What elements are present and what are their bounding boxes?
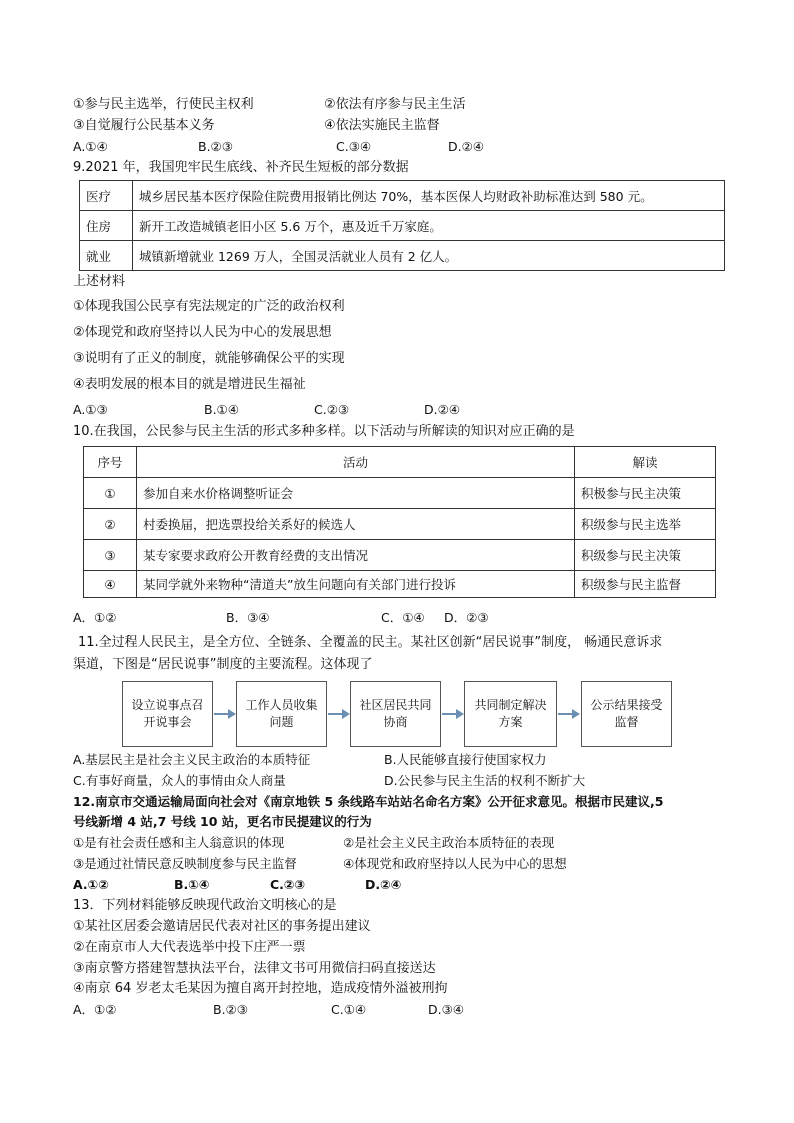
q9-option-c: C.②③ bbox=[314, 402, 350, 417]
q8-option-c: C.③④ bbox=[336, 139, 372, 154]
q11-stem-line-2: 渠道，下图是“居民说事”制度的主要流程。这体现了 bbox=[73, 657, 373, 672]
q9-row-key: 医疗 bbox=[80, 181, 133, 211]
q12-stem-line-1: 12.南京市交通运输局面向社会对《南京地铁 5 条线路车站站名命名方案》公开征求意见。根据市民建议,5 bbox=[73, 794, 664, 809]
q10-row-interpretation: 积极参与民主决策 bbox=[575, 478, 716, 509]
q10-option-b: B．③④ bbox=[226, 610, 270, 625]
table-row bbox=[84, 478, 716, 509]
q9-option-d: D.②④ bbox=[424, 402, 461, 417]
q10-row-number: ④ bbox=[84, 571, 137, 598]
q13-stem: 13．下列材料能够反映现代政治文明核心的是 bbox=[73, 898, 337, 913]
table-header-row bbox=[84, 447, 716, 478]
q10-row-number: ① bbox=[84, 478, 137, 509]
q10-header-activity: 活动 bbox=[137, 447, 575, 478]
q13-option-c: C.①④ bbox=[331, 1002, 367, 1017]
q8-statement-1: ①参与民主选举，行使民主权利 bbox=[73, 97, 254, 112]
q10-row-activity: 村委换届，把选票投给关系好的候选人 bbox=[137, 509, 575, 540]
q9-stem: 9.2021 年，我国兜牢民生底线、补齐民生短板的部分数据 bbox=[73, 160, 409, 175]
q13-statement-4: ④南京 64 岁老太毛某因为擅自离开封控地，造成疫情外溢被刑拘 bbox=[73, 981, 448, 996]
q10-row-number: ③ bbox=[84, 540, 137, 571]
q10-header-number: 序号 bbox=[84, 447, 137, 478]
q11-option-c: C.有事好商量，众人的事情由众人商量 bbox=[73, 773, 286, 788]
flow-step-2: 工作人员收集问题 bbox=[236, 681, 327, 747]
q9-data-table bbox=[79, 180, 725, 271]
q10-option-a: A．①② bbox=[73, 610, 117, 625]
q11-stem-line-1: 11.全过程人民民主，是全方位、全链条、全覆盖的民主。某社区创新“居民说事”制度， 畅通民意诉求 bbox=[78, 635, 663, 650]
arrow-right-icon bbox=[328, 708, 350, 720]
q12-statement-1: ①是有社会责任感和主人翁意识的体现 bbox=[73, 835, 285, 850]
q9-row-value: 新开工改造城镇老旧小区 5.6 万个，惠及近千万家庭。 bbox=[133, 211, 725, 241]
arrow-right-icon bbox=[558, 708, 580, 720]
q10-row-activity: 参加自来水价格调整听证会 bbox=[137, 478, 575, 509]
q9-row-key: 就业 bbox=[80, 241, 133, 271]
flow-step-5: 公示结果接受监督 bbox=[581, 681, 672, 747]
q9-statement-1: ①体现我国公民享有宪法规定的广泛的政治权利 bbox=[73, 299, 345, 314]
q8-statement-4: ④依法实施民主监督 bbox=[324, 118, 440, 133]
q13-option-b: B.②③ bbox=[213, 1002, 248, 1017]
q12-stem-line-2: 号线新增 4 站,7 号线 10 站，更名市民提建议的行为 bbox=[73, 814, 372, 829]
q12-option-c: C.②③ bbox=[270, 877, 306, 892]
q12-option-a: A.①② bbox=[73, 877, 109, 892]
q8-option-a: A.①④ bbox=[73, 139, 108, 154]
table-row bbox=[84, 571, 716, 598]
q11-option-a: A.基层民主是社会主义民主政治的本质特征 bbox=[73, 752, 311, 767]
table-row bbox=[84, 540, 716, 571]
q10-row-interpretation: 积级参与民主决策 bbox=[575, 540, 716, 571]
q12-statement-3: ③是通过社情民意反映制度参与民主监督 bbox=[73, 856, 297, 871]
q8-option-d: D.②④ bbox=[448, 139, 485, 154]
q10-row-interpretation: 积级参与民主监督 bbox=[575, 571, 716, 598]
q9-statement-2: ②体现党和政府坚持以人民为中心的发展思想 bbox=[73, 325, 332, 340]
flow-step-3: 社区居民共同协商 bbox=[350, 681, 441, 747]
arrow-right-icon bbox=[214, 708, 236, 720]
q12-statement-2: ②是社会主义民主政治本质特征的表现 bbox=[343, 835, 555, 850]
table-row bbox=[84, 509, 716, 540]
q11-option-b: B.人民能够直接行使国家权力 bbox=[384, 752, 547, 767]
q11-option-d: D.公民参与民主生活的权利不断扩大 bbox=[384, 773, 586, 788]
q9-row-key: 住房 bbox=[80, 211, 133, 241]
q13-statement-3: ③南京警方搭建智慧执法平台，法律文书可用微信扫码直接送达 bbox=[73, 961, 436, 976]
q9-row-value: 城镇新增就业 1269 万人，全国灵活就业人员有 2 亿人。 bbox=[133, 241, 725, 271]
q10-table bbox=[83, 446, 716, 598]
table-row bbox=[80, 241, 725, 271]
q10-option-c: C．①④ bbox=[381, 610, 425, 625]
q12-option-d: D.②④ bbox=[365, 877, 402, 892]
q13-option-d: D.③④ bbox=[428, 1002, 465, 1017]
arrow-right-icon bbox=[442, 708, 464, 720]
q10-option-d: D．②③ bbox=[444, 610, 489, 625]
q12-statement-4: ④体现党和政府坚持以人民为中心的思想 bbox=[343, 856, 567, 871]
q13-option-a: A．①② bbox=[73, 1002, 117, 1017]
q8-statement-3: ③自觉履行公民基本义务 bbox=[73, 118, 215, 133]
q9-option-a: A.①③ bbox=[73, 402, 108, 417]
q10-row-activity: 某专家要求政府公开教育经费的支出情况 bbox=[137, 540, 575, 571]
q9-lead: 上述材料 bbox=[73, 274, 126, 289]
q8-statement-2: ②依法有序参与民主生活 bbox=[324, 97, 466, 112]
q13-statement-1: ①某社区居委会邀请居民代表对社区的事务提出建议 bbox=[73, 919, 371, 934]
table-row bbox=[80, 181, 725, 211]
q9-row-value: 城乡居民基本医疗保险住院费用报销比例达 70%，基本医保人均财政补助标准达到 580 元。 bbox=[133, 181, 725, 211]
q10-stem: 10.在我国，公民参与民主生活的形式多种多样。以下活动与所解读的知识对应正确的是 bbox=[73, 424, 575, 439]
table-row bbox=[80, 211, 725, 241]
q12-option-b: B.①④ bbox=[174, 877, 210, 892]
q10-row-activity: 某同学就外来物种“清道夫”放生问题向有关部门进行投诉 bbox=[137, 571, 575, 598]
q10-row-interpretation: 积级参与民主选举 bbox=[575, 509, 716, 540]
q10-row-number: ② bbox=[84, 509, 137, 540]
q13-statement-2: ②在南京市人大代表选举中投下庄严一票 bbox=[73, 940, 306, 955]
q9-statement-4: ④表明发展的根本目的就是增进民生福祉 bbox=[73, 377, 306, 392]
q10-header-interpretation: 解读 bbox=[575, 447, 716, 478]
q9-option-b: B.①④ bbox=[204, 402, 239, 417]
flow-step-1: 设立说事点召开说事会 bbox=[122, 681, 213, 747]
q8-option-b: B.②③ bbox=[198, 139, 233, 154]
flow-step-4: 共同制定解决方案 bbox=[464, 681, 557, 747]
q9-statement-3: ③说明有了正义的制度，就能够确保公平的实现 bbox=[73, 351, 345, 366]
